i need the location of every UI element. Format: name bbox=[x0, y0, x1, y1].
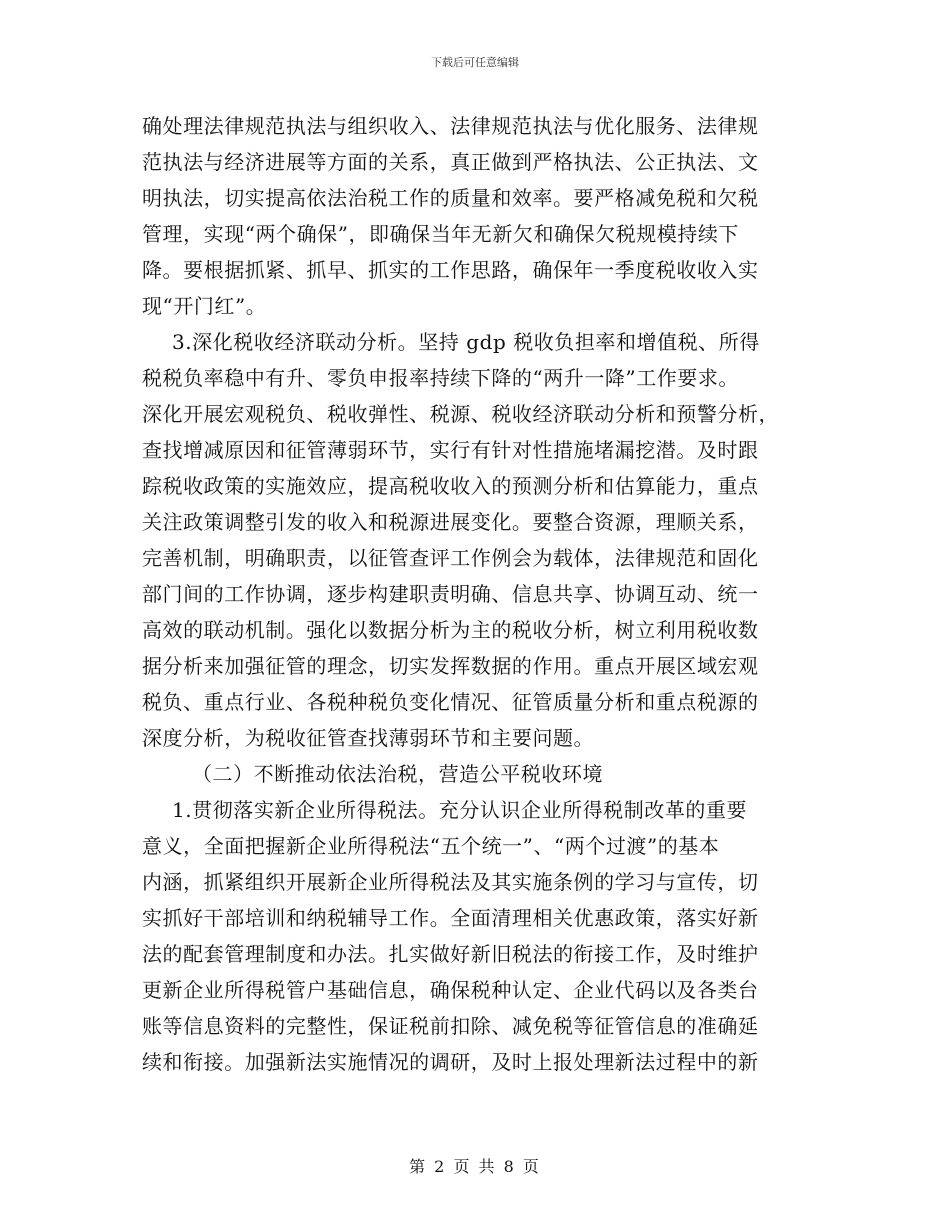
text-line: 踪税收政策的实施效应，提高税收收入的预测分析和估算能力，重点 bbox=[142, 474, 759, 498]
text-line: 深度分析，为税收征管查找薄弱环节和主要问题。 bbox=[142, 726, 595, 750]
text-line: 范执法与经济进展等方面的关系，真正做到严格执法、公正执法、文 bbox=[142, 150, 759, 174]
text-line: 实抓好干部培训和纳税辅导工作。全面清理相关优惠政策，落实好新 bbox=[142, 906, 759, 930]
text-line: 深化开展宏观税负、税收弹性、税源、税收经济联动分析和预警分析， bbox=[142, 402, 780, 426]
text-line: 部门间的工作协调，逐步构建职责明确、信息共享、协调互动、统一 bbox=[142, 582, 759, 606]
paragraph-start-line: 1.贯彻落实新企业所得税法。充分认识企业所得税制改革的重要 bbox=[172, 798, 748, 822]
text-line: 高效的联动机制。强化以数据分析为主的税收分析，树立利用税收数 bbox=[142, 618, 759, 642]
section-heading: （二）不断推动依法治税，营造公平税收环境 bbox=[192, 762, 603, 786]
text-line: 关注政策调整引发的收入和税源进展变化。要整合资源，理顺关系， bbox=[142, 510, 759, 534]
text-line: 更新企业所得税管户基础信息，确保税种认定、企业代码以及各类台 bbox=[142, 978, 759, 1002]
page-header-note: 下载后可任意编辑 bbox=[431, 56, 519, 69]
text-line: 税负、重点行业、各税种税负变化情况、征管质量分析和重点税源的 bbox=[142, 690, 759, 714]
text-line: 法的配套管理制度和办法。扎实做好新旧税法的衔接工作，及时维护 bbox=[142, 942, 759, 966]
document-body bbox=[142, 108, 810, 1080]
text-line: 据分析来加强征管的理念，切实发挥数据的作用。重点开展区域宏观 bbox=[142, 654, 759, 678]
text-line: 明执法，切实提高依法治税工作的质量和效率。要严格减免税和欠税 bbox=[142, 186, 759, 210]
text-line: 账等信息资料的完整性，保证税前扣除、减免税等征管信息的准确延 bbox=[142, 1014, 759, 1038]
text-line: 完善机制，明确职责，以征管查评工作例会为载体，法律规范和固化 bbox=[142, 546, 759, 570]
text-line: 内涵，抓紧组织开展新企业所得税法及其实施条例的学习与宣传，切 bbox=[142, 870, 759, 894]
text-line: 意义，全面把握新企业所得税法“五个统一”、“两个过渡”的基本 bbox=[142, 834, 720, 858]
text-line: 税税负率稳中有升、零负申报率持续下降的“两升一降”工作要求。 bbox=[142, 366, 739, 390]
text-line: 降。要根据抓紧、抓早、抓实的工作思路，确保年一季度税收收入实 bbox=[142, 258, 759, 282]
text-line: 确处理法律规范执法与组织收入、法律规范执法与优化服务、法律规 bbox=[142, 114, 759, 138]
page-number: 第 2 页 共 8 页 bbox=[409, 1157, 541, 1176]
text-line: 管理，实现“两个确保”，即确保当年无新欠和确保欠税规模持续下 bbox=[142, 222, 739, 246]
text-line: 查找增减原因和征管薄弱环节，实行有针对性措施堵漏挖潜。及时跟 bbox=[142, 438, 759, 462]
paragraph-start-line: 3.深化税收经济联动分析。坚持 gdp 税收负担率和增值税、所得 bbox=[172, 330, 760, 354]
text-line: 续和衔接。加强新法实施情况的调研，及时上报处理新法过程中的新 bbox=[142, 1050, 759, 1074]
text-line: 现“开门红”。 bbox=[142, 294, 267, 318]
